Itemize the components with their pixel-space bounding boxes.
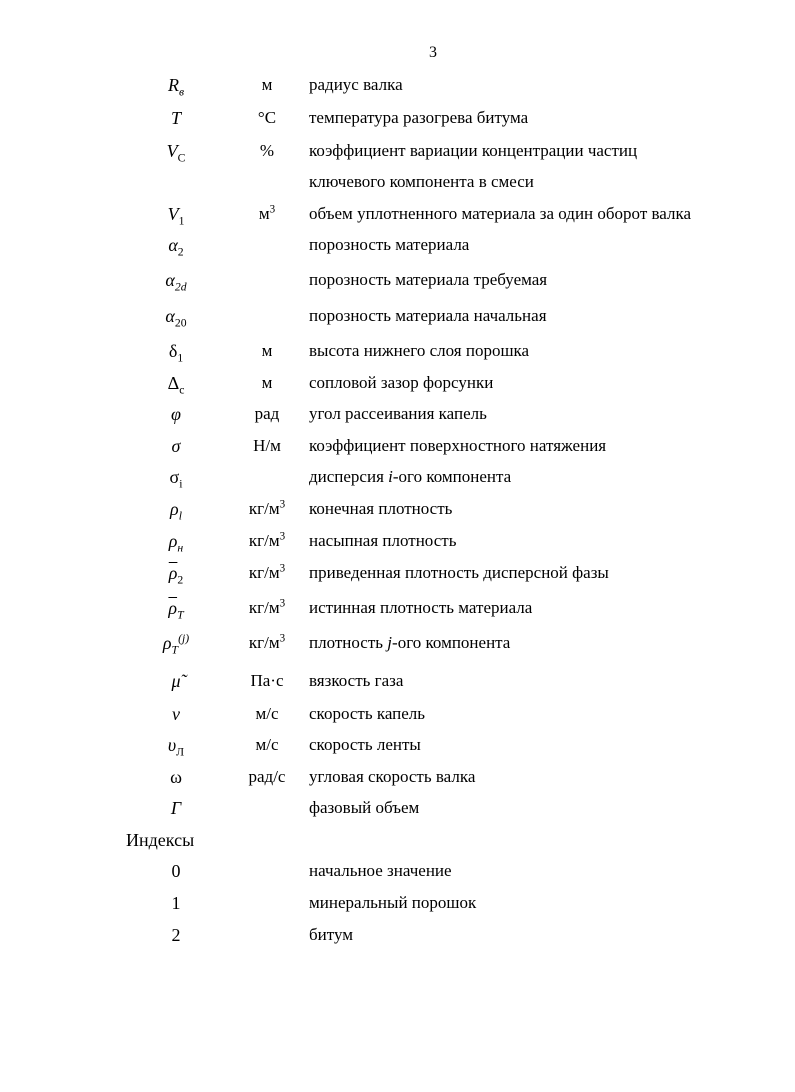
symbol: $\sigma_i$ bbox=[169, 467, 183, 491]
unit: °C bbox=[257, 108, 277, 127]
symbol: $V_C$ bbox=[166, 141, 186, 165]
symbol: Г bbox=[170, 798, 182, 818]
unit: $кг/м^3$ bbox=[248, 562, 286, 582]
nomenclature-row bbox=[0, 108, 795, 136]
description: угол рассеивания капель bbox=[309, 404, 487, 423]
unit: $кг/м^3$ bbox=[248, 498, 286, 518]
description: конечная плотность bbox=[309, 499, 453, 518]
description: скорость ленты bbox=[309, 735, 421, 754]
symbol: $\alpha_2$ bbox=[168, 235, 184, 259]
nomenclature-row bbox=[0, 204, 795, 232]
symbol: μ̃ bbox=[171, 671, 181, 691]
unit: м/с bbox=[255, 735, 279, 754]
nomenclature-row bbox=[0, 563, 795, 591]
description: угловая скорость валка bbox=[309, 767, 476, 786]
description: вязкость газа bbox=[309, 671, 404, 690]
unit: рад bbox=[254, 404, 280, 423]
nomenclature-row bbox=[0, 704, 795, 732]
symbol: v bbox=[172, 704, 180, 724]
description: ключевого компонента в смеси bbox=[309, 172, 534, 191]
description: плотность j-ого компонента bbox=[309, 633, 511, 652]
symbol: ω bbox=[170, 767, 182, 787]
symbol: $\alpha_{2d}$ bbox=[165, 270, 187, 294]
symbol: $\overline{\rho}_2$ bbox=[168, 563, 184, 587]
nomenclature-row bbox=[0, 341, 795, 369]
unit: $кг/м^3$ bbox=[248, 530, 286, 550]
description: коэффициент вариации концентрации частиц bbox=[309, 141, 638, 160]
description: коэффициент поверхностного натяжения bbox=[309, 436, 607, 455]
symbol: $\Delta_c$ bbox=[167, 373, 185, 397]
index-description: битум bbox=[309, 925, 353, 944]
index-row bbox=[0, 893, 795, 921]
nomenclature-row bbox=[0, 499, 795, 527]
description: радиус валка bbox=[309, 75, 403, 94]
nomenclature-row bbox=[0, 141, 795, 169]
symbol: $\upsilon_Л$ bbox=[167, 735, 185, 759]
nomenclature-row bbox=[0, 798, 795, 826]
symbol: σ bbox=[171, 436, 181, 456]
description: дисперсия i-ого компонента bbox=[309, 467, 512, 486]
index-description: начальное значение bbox=[309, 861, 452, 880]
index-symbol: 1 bbox=[171, 893, 181, 913]
description: скорость капель bbox=[309, 704, 426, 723]
index-row bbox=[0, 925, 795, 953]
symbol: T bbox=[170, 108, 181, 128]
description: приведенная плотность дисперсной фазы bbox=[309, 563, 609, 582]
indices-heading: Индексы bbox=[126, 830, 195, 850]
unit: Н/м bbox=[253, 436, 281, 455]
symbol: $\rho_l$ bbox=[170, 499, 182, 523]
symbol: $V_1$ bbox=[167, 204, 185, 228]
index-symbol: 0 bbox=[171, 861, 181, 881]
unit: рад/с bbox=[248, 767, 286, 786]
symbol: $\rho_Т^{(j)}$ bbox=[162, 632, 190, 657]
description: фазовый объем bbox=[309, 798, 420, 817]
nomenclature-row bbox=[0, 373, 795, 401]
nomenclature-row bbox=[0, 531, 795, 559]
unit: м/с bbox=[255, 704, 279, 723]
nomenclature-row bbox=[0, 598, 795, 626]
nomenclature-row bbox=[0, 467, 795, 495]
nomenclature-row bbox=[0, 767, 795, 795]
nomenclature-row bbox=[0, 735, 795, 763]
description: сопловой зазор форсунки bbox=[309, 373, 494, 392]
nomenclature-row bbox=[0, 404, 795, 432]
nomenclature-row bbox=[0, 436, 795, 464]
symbol: $\alpha_{20}$ bbox=[165, 306, 187, 330]
index-description: минеральный порошок bbox=[309, 893, 477, 912]
nomenclature-row bbox=[0, 75, 795, 103]
nomenclature-row bbox=[0, 235, 795, 263]
nomenclature-row bbox=[0, 671, 795, 699]
symbol: φ bbox=[171, 404, 181, 424]
description: высота нижнего слоя порошка bbox=[309, 341, 530, 360]
unit: $м^3$ bbox=[258, 203, 276, 223]
description: температура разогрева битума bbox=[309, 108, 529, 127]
unit: $кг/м^3$ bbox=[248, 632, 286, 652]
symbol: $\rho_н$ bbox=[168, 531, 184, 555]
unit: м bbox=[261, 341, 273, 360]
page-number: 3 bbox=[429, 44, 437, 61]
nomenclature-row bbox=[0, 633, 795, 661]
description: насыпная плотность bbox=[309, 531, 457, 550]
unit: % bbox=[259, 141, 275, 160]
description: объем уплотненного материала за один оборот валка bbox=[309, 204, 692, 223]
unit: $кг/м^3$ bbox=[248, 597, 286, 617]
nomenclature-row-continuation bbox=[0, 172, 795, 200]
unit: м bbox=[261, 373, 273, 392]
unit: Па·с bbox=[250, 671, 284, 690]
symbol: $\overline{\rho}_Т$ bbox=[168, 598, 184, 622]
symbol: $R_в$ bbox=[167, 75, 185, 99]
description: порозность материала начальная bbox=[309, 306, 547, 325]
index-row bbox=[0, 861, 795, 889]
index-symbol: 2 bbox=[171, 925, 181, 945]
description: порозность материала bbox=[309, 235, 470, 254]
description: порозность материала требуемая bbox=[309, 270, 548, 289]
nomenclature-row bbox=[0, 306, 795, 334]
nomenclature-row bbox=[0, 270, 795, 298]
unit: м bbox=[261, 75, 273, 94]
symbol: $\delta_1$ bbox=[168, 341, 184, 365]
description: истинная плотность материала bbox=[309, 598, 533, 617]
